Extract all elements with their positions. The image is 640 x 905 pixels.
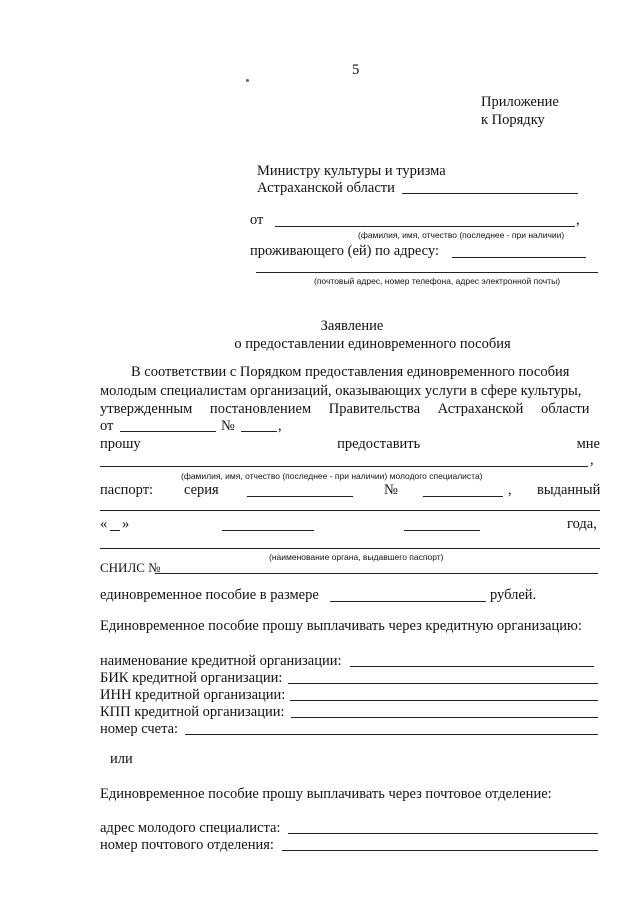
bank-intro: Единовременное пособие прошу выплачивать через кредитную организацию: bbox=[100, 618, 582, 634]
amount-label: единовременное пособие в размере bbox=[100, 587, 319, 603]
passport-comma: , bbox=[508, 482, 512, 498]
paragraph-line-3-row bbox=[100, 401, 600, 418]
paragraph-line-1: В соответствии с Порядком предоставления единовременного пособия bbox=[131, 364, 570, 380]
post-office-label: номер почтового отделения: bbox=[100, 837, 274, 853]
appendix-line-1: Приложение bbox=[481, 94, 559, 110]
passport-issuer-line[interactable] bbox=[100, 548, 600, 549]
snils-line[interactable] bbox=[155, 573, 598, 574]
decree-from-label: от bbox=[100, 418, 114, 434]
passport-label: паспорт: bbox=[100, 482, 154, 498]
bik-label: БИК кредитной организации: bbox=[100, 670, 283, 686]
date-year-line[interactable] bbox=[404, 530, 480, 531]
specialist-hint: (фамилия, имя, отчество (последнее - при наличии) молодого специалиста) bbox=[181, 471, 483, 481]
residing-label: проживающего (ей) по адресу: bbox=[250, 243, 439, 259]
kpp-label: КПП кредитной организации: bbox=[100, 704, 285, 720]
bik-line[interactable] bbox=[288, 683, 598, 684]
specialist-address-label: адрес молодого специалиста: bbox=[100, 820, 281, 836]
date-close-quote: » bbox=[122, 516, 130, 532]
account-label: номер счета: bbox=[100, 721, 179, 737]
or-label: или bbox=[110, 751, 133, 767]
issuer-hint: (наименование органа, выдавшего паспорт) bbox=[269, 552, 444, 562]
passport-issued-line[interactable] bbox=[100, 510, 600, 511]
amount-unit: рублей. bbox=[490, 587, 537, 603]
scan-dot bbox=[246, 79, 249, 82]
paragraph-line-3: утвержденным постановлением Правительства Астраханской области bbox=[100, 401, 590, 417]
specialist-comma: , bbox=[590, 452, 594, 468]
specialist-name-line[interactable] bbox=[100, 466, 588, 467]
document-title: Заявление bbox=[320, 318, 384, 334]
inn-line[interactable] bbox=[290, 700, 598, 701]
amount-line[interactable] bbox=[330, 601, 486, 602]
request-word-1: прошу bbox=[100, 436, 141, 452]
decree-comma: , bbox=[278, 418, 282, 434]
specialist-address-line[interactable] bbox=[288, 833, 598, 834]
request-row bbox=[100, 436, 600, 453]
decree-number-label: № bbox=[221, 418, 235, 434]
passport-series-label: серия bbox=[184, 482, 219, 498]
kpp-line[interactable] bbox=[291, 717, 598, 718]
from-label: от bbox=[250, 212, 264, 228]
year-label: года, bbox=[567, 516, 597, 532]
snils-label: СНИЛС № bbox=[100, 560, 161, 575]
addressee-line-2: Астраханской области bbox=[257, 180, 395, 196]
date-open-quote: « bbox=[100, 516, 108, 532]
paragraph-line-2: молодым специалистам организаций, оказывающих услуги в сфере культуры, bbox=[100, 383, 582, 399]
request-word-2: предоставить bbox=[337, 436, 421, 452]
applicant-comma: , bbox=[576, 212, 580, 228]
date-month-line[interactable] bbox=[222, 530, 314, 531]
address-line-1[interactable] bbox=[452, 257, 586, 258]
bank-name-line[interactable] bbox=[350, 666, 594, 667]
region-blank-line[interactable] bbox=[402, 193, 578, 194]
postal-hint: (почтовый адрес, номер телефона, адрес электронной почты) bbox=[314, 276, 561, 286]
date-day-line[interactable] bbox=[110, 530, 120, 531]
address-line-2[interactable] bbox=[256, 272, 598, 273]
passport-number-label: № bbox=[384, 482, 398, 498]
appendix-line-2: к Порядку bbox=[481, 112, 545, 128]
fio-hint: (фамилия, имя, отчество (последнее - при наличии) bbox=[358, 230, 565, 240]
document-subtitle: о предоставлении единовременного пособия bbox=[234, 336, 511, 352]
passport-series-line[interactable] bbox=[247, 496, 353, 497]
applicant-name-line[interactable] bbox=[275, 226, 575, 227]
post-office-line[interactable] bbox=[282, 850, 598, 851]
inn-label: ИНН кредитной организации: bbox=[100, 687, 286, 703]
post-intro: Единовременное пособие прошу выплачивать через почтовое отделение: bbox=[100, 786, 552, 802]
account-line[interactable] bbox=[185, 734, 598, 735]
bank-name-label: наименование кредитной организации: bbox=[100, 653, 342, 669]
passport-number-line[interactable] bbox=[423, 496, 503, 497]
decree-number-line[interactable] bbox=[241, 431, 277, 432]
decree-date-line[interactable] bbox=[120, 431, 216, 432]
request-word-3: мне bbox=[576, 436, 600, 452]
passport-issued-label: выданный bbox=[537, 482, 601, 498]
addressee-line-1: Министру культуры и туризма bbox=[257, 163, 446, 179]
page-number: 5 bbox=[352, 62, 360, 78]
